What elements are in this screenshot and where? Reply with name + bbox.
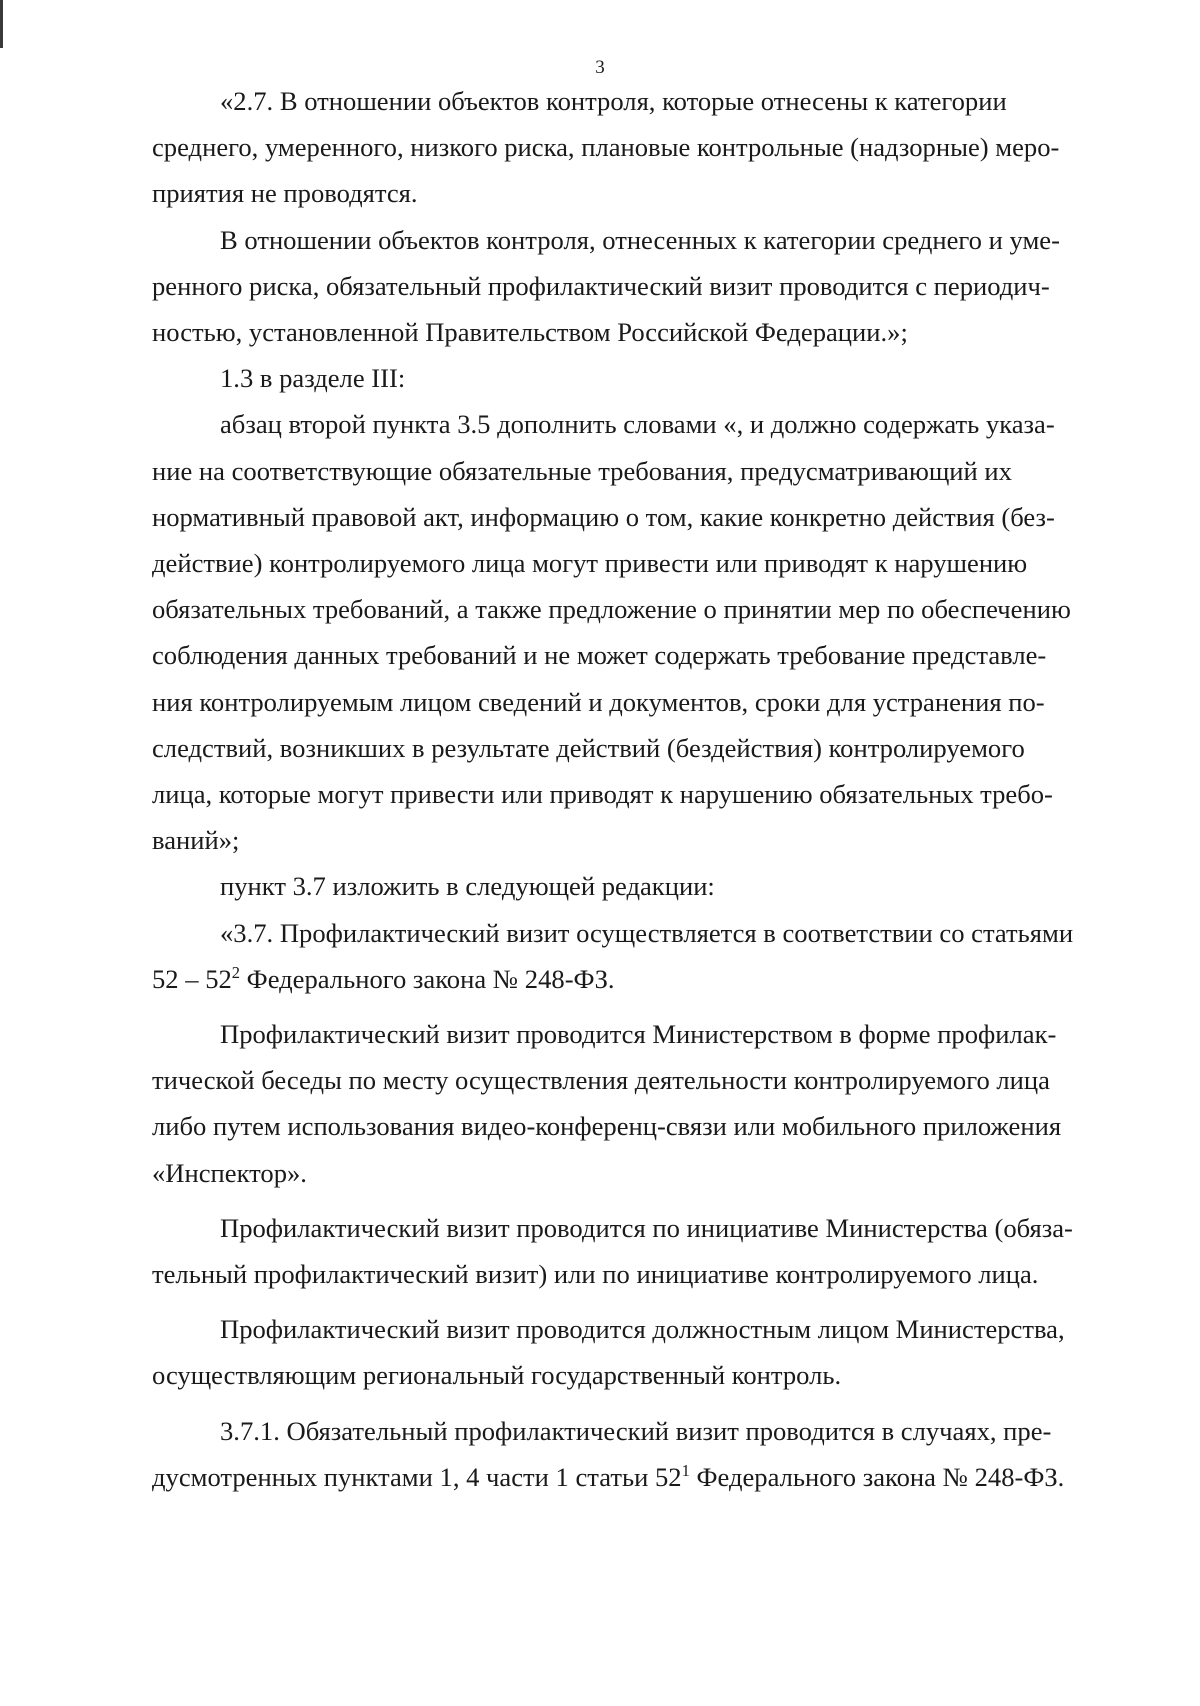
text-line: Профилактический визит проводится по инициативе Министерства (обяза-: [220, 1212, 1073, 1243]
text-line: ностью, установленной Правительством Российской Федерации.»;: [152, 317, 908, 348]
text-line: тельный профилактический визит) или по инициативе контролируемого лица.: [152, 1259, 1039, 1290]
page-number: 3: [595, 57, 605, 78]
text-line: 1.3 в разделе III:: [220, 363, 406, 394]
text-line: Федерального закона № 248-ФЗ.: [240, 963, 615, 994]
text-line: ренного риска, обязательный профилактический визит проводится с периодич-: [152, 270, 1050, 301]
text-line: соблюдения данных требований и не может содержать требование представле-: [152, 640, 1047, 671]
paragraph: [152, 1011, 1142, 1196]
text-line: «3.7. Профилактический визит осуществляется в соответствии со статьями: [220, 917, 1074, 948]
text-line: «2.7. В отношении объектов контроля, которые отнесены к категории: [220, 86, 1007, 116]
paragraph: [152, 217, 1142, 356]
text-line: либо путем использования видео-конференц-связи или мобильного приложения: [152, 1111, 1062, 1142]
text-line: 3.7.1. Обязательный профилактический визит проводится в случаях, пре-: [220, 1415, 1052, 1446]
text-line: лица, которые могут привести или приводят к нарушению обязательных требо-: [152, 779, 1053, 810]
paragraph: [152, 910, 1142, 1002]
text-line: ние на соответствующие обязательные требования, предусматривающий их: [152, 455, 1012, 486]
text-line: Федерального закона № 248-ФЗ.: [689, 1461, 1065, 1492]
paragraph: [152, 1408, 1142, 1500]
text-line: ния контролируемым лицом сведений и документов, сроки для устранения по-: [152, 686, 1045, 717]
paragraph: [152, 863, 1142, 909]
document-body: [152, 78, 1142, 1500]
paragraph: [152, 78, 1142, 217]
scan-edge-mark: [0, 0, 3, 48]
text-line: В отношении объектов контроля, отнесенных к категории среднего и уме-: [220, 224, 1060, 255]
text-line: ваний»;: [152, 825, 240, 856]
text-line: абзац второй пункта 3.5 дополнить словами «, и должно содержать указа-: [220, 409, 1055, 440]
text-line: приятия не проводятся.: [152, 178, 418, 209]
text-line: дусмотренных пунктами 1, 4 части 1 статьи 52: [152, 1461, 682, 1492]
paragraph: [152, 1205, 1142, 1297]
text-line: пункт 3.7 изложить в следующей редакции:: [220, 871, 715, 902]
text-line: 52 – 52: [152, 963, 232, 994]
text-line: Профилактический визит проводится должностным лицом Министерства,: [220, 1314, 1065, 1345]
text-line: нормативный правовой акт, информацию о том, какие конкретно действия (без-: [152, 501, 1055, 532]
text-line: среднего, умеренного, низкого риска, плановые контрольные (надзорные) меро-: [152, 132, 1060, 163]
text-line: следствий, возникших в результате действий (бездействия) контролируемого: [152, 732, 1025, 763]
paragraph: [152, 401, 1142, 863]
superscript-index: 2: [231, 962, 241, 982]
text-line: «Инспектор».: [152, 1157, 307, 1188]
text-line: тической беседы по месту осуществления деятельности контролируемого лица: [152, 1065, 1050, 1096]
text-line: Профилактический визит проводится Министерством в форме профилак-: [220, 1019, 1057, 1050]
text-line: действие) контролируемого лица могут привести или приводят к нарушению: [152, 548, 1028, 579]
text-line: осуществляющим региональный государственный контроль.: [152, 1360, 842, 1391]
paragraph: [152, 355, 1142, 401]
paragraph: [152, 1306, 1142, 1398]
superscript-index: 1: [681, 1460, 690, 1480]
text-line: обязательных требований, а также предложение о принятии мер по обеспечению: [152, 594, 1071, 625]
